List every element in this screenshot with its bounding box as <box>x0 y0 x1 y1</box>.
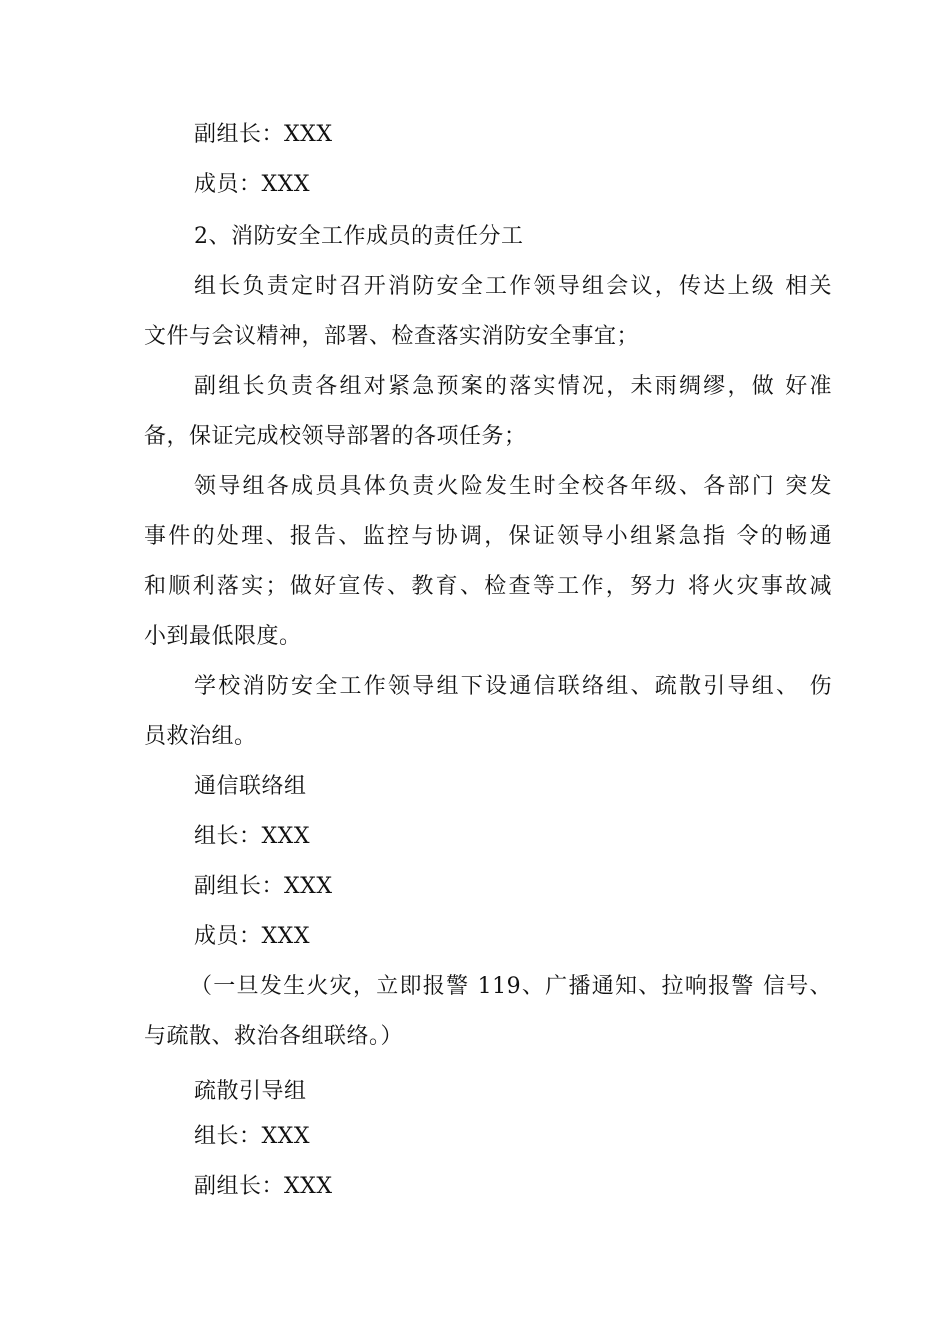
paragraph-groups-line-2: 员救治组。 <box>144 724 257 749</box>
paragraph-leader-line-1: 组长负责定时召开消防安全工作领导组会议，传达上级 相关 <box>194 274 832 299</box>
text-line-vice-leader: 副组长：XXX <box>194 122 333 147</box>
communication-duty-line-2: 与疏散、救治各组联络。） <box>144 1024 404 1049</box>
section-heading-responsibilities: 2、消防安全工作成员的责任分工 <box>194 224 524 249</box>
group-title-evacuation: 疏散引导组 <box>194 1079 307 1104</box>
communication-vice-leader: 副组长：XXX <box>194 874 333 899</box>
group-title-communication: 通信联络组 <box>194 774 307 799</box>
paragraph-members-line-4: 小到最低限度。 <box>144 624 302 649</box>
evacuation-vice-leader: 副组长：XXX <box>194 1174 333 1199</box>
paragraph-members-line-1: 领导组各成员具体负责火险发生时全校各年级、各部门 突发 <box>194 474 832 499</box>
paragraph-vice-leader-line-2: 备，保证完成校领导部署的各项任务； <box>144 424 527 449</box>
paragraph-vice-leader-line-1: 副组长负责各组对紧急预案的落实情况，未雨绸缪，做 好准 <box>194 374 832 399</box>
evacuation-leader: 组长：XXX <box>194 1124 310 1149</box>
communication-duty-line-1: （一旦发生火灾，立即报警 119、广播通知、拉响报警 信号、 <box>190 974 832 999</box>
paragraph-groups-line-1: 学校消防安全工作领导组下设通信联络组、疏散引导组、 伤 <box>194 674 832 699</box>
communication-leader: 组长：XXX <box>194 824 310 849</box>
text-line-members: 成员：XXX <box>194 172 310 197</box>
communication-members: 成员：XXX <box>194 924 310 949</box>
paragraph-members-line-3: 和顺利落实；做好宣传、教育、检查等工作，努力 将火灾事故减 <box>144 574 832 599</box>
paragraph-leader-line-2: 文件与会议精神，部署、检查落实消防安全事宜； <box>144 324 640 349</box>
paragraph-members-line-2: 事件的处理、报告、监控与协调，保证领导小组紧急指 令的畅通 <box>144 524 832 549</box>
